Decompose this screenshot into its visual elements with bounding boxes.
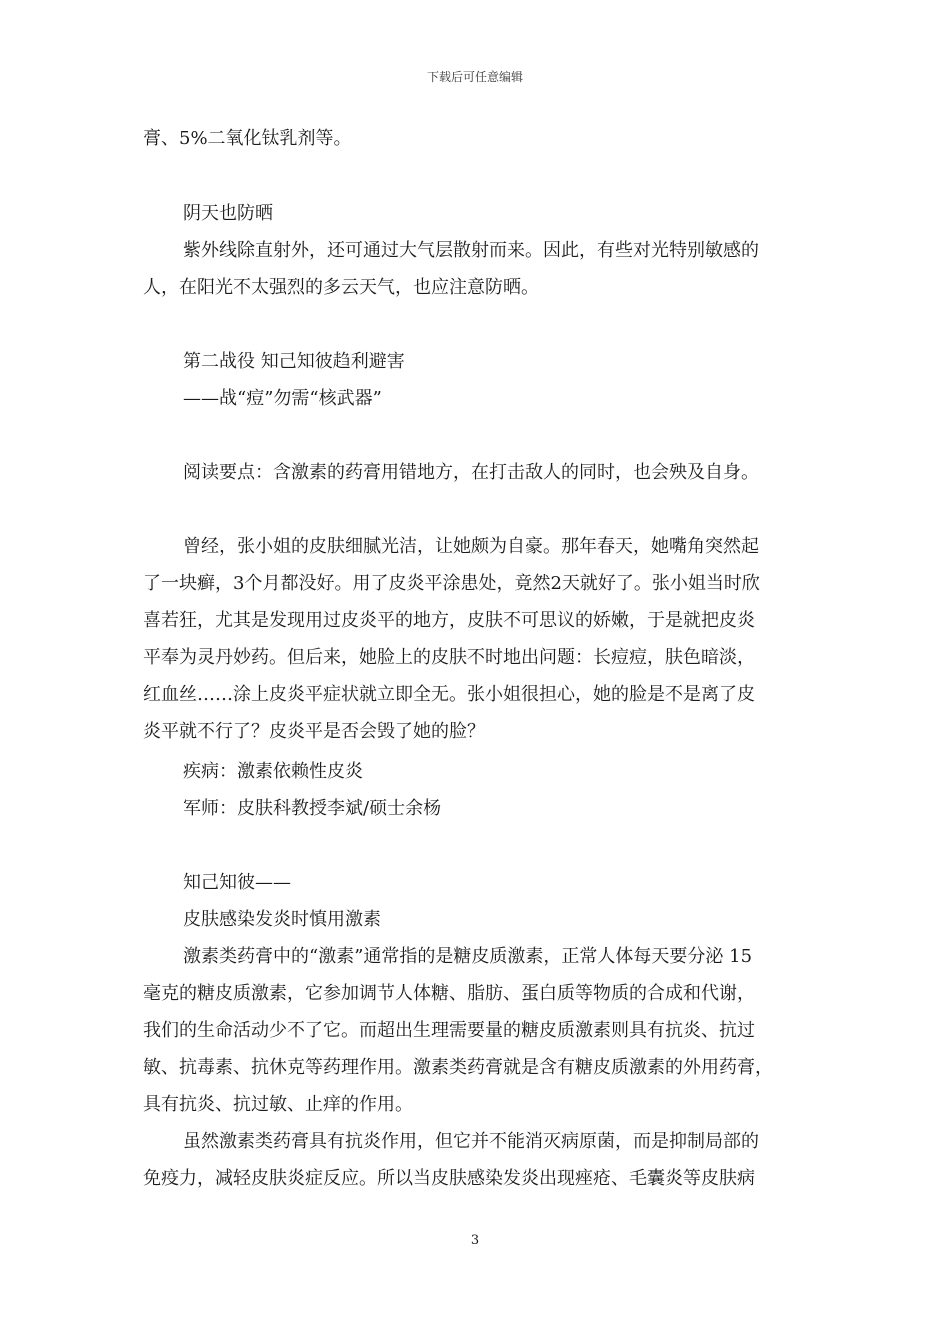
body-line: 敏、抗毒素、抗休克等药理作用。激素类药膏就是含有糖皮质激素的外用药膏， [143, 1057, 773, 1078]
body-line: 具有抗炎、抗过敏、止痒的作用。 [143, 1094, 413, 1115]
advisor-label: 军师：皮肤科教授李斌/硕士余杨 [183, 798, 442, 819]
body-line: 我们的生命活动少不了它。而超出生理需要量的糖皮质激素则具有抗炎、抗过 [143, 1020, 755, 1041]
body-line: 虽然激素类药膏具有抗炎作用，但它并不能消灭病原菌，而是抑制局部的 [183, 1131, 759, 1152]
section-heading: 阴天也防晒 [183, 203, 273, 224]
section-title: 第二战役 知己知彼趋利避害 [183, 351, 405, 372]
body-line: 曾经，张小姐的皮肤细腻光洁，让她颇为自豪。那年春天，她嘴角突然起 [183, 536, 759, 557]
body-line: 炎平就不行了？皮炎平是否会毁了她的脸？ [143, 721, 485, 742]
reading-point: 阅读要点：含激素的药膏用错地方，在打击敌人的同时，也会殃及自身。 [183, 462, 759, 483]
disease-label: 疾病：激素依赖性皮炎 [183, 761, 363, 782]
body-line: 免疫力，减轻皮肤炎症反应。所以当皮肤感染发炎出现痤疮、毛囊炎等皮肤病 [143, 1168, 755, 1189]
page-number: 3 [470, 1233, 480, 1248]
section-subtitle: ——战“痘”勿需“核武器” [183, 388, 382, 409]
page-header: 下载后可任意编辑 [426, 70, 523, 84]
body-line: 激素类药膏中的“激素”通常指的是糖皮质激素，正常人体每天要分泌 15 [183, 946, 753, 967]
body-line: 毫克的糖皮质激素，它参加调节人体糖、脂肪、蛋白质等物质的合成和代谢， [143, 983, 755, 1004]
body-line: 平奉为灵丹妙药。但后来，她脸上的皮肤不时地出问题：长痘痘，肤色暗淡， [143, 647, 755, 668]
body-line: 喜若狂，尤其是发现用过皮炎平的地方，皮肤不可思议的娇嫩，于是就把皮炎 [143, 610, 755, 631]
body-line: 人，在阳光不太强烈的多云天气，也应注意防晒。 [143, 277, 539, 298]
body-line: 了一块癣，3个月都没好。用了皮炎平涂患处，竟然2天就好了。张小姐当时欣 [143, 573, 760, 594]
section-heading: 皮肤感染发炎时慎用激素 [183, 909, 381, 930]
section-heading: 知己知彼—— [183, 872, 291, 893]
body-line: 膏、5%二氧化钛乳剂等。 [143, 128, 352, 149]
body-line: 红血丝……涂上皮炎平症状就立即全无。张小姐很担心，她的脸是不是离了皮 [143, 684, 755, 705]
body-line: 紫外线除直射外，还可通过大气层散射而来。因此，有些对光特别敏感的 [183, 240, 759, 261]
